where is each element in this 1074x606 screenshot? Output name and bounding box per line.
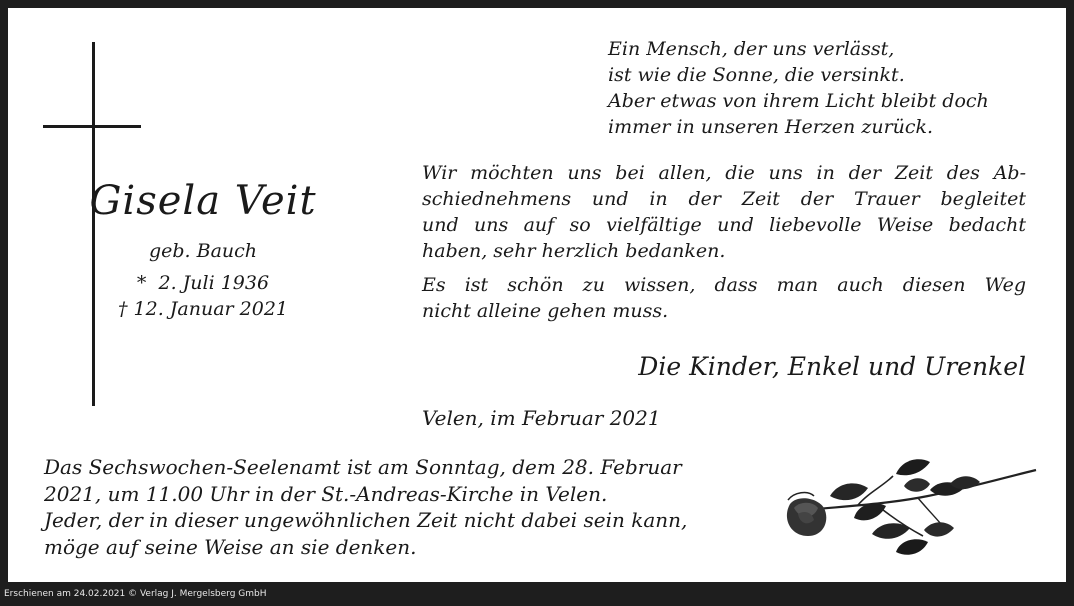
thanks-line: schiednehmens und in der Zeit der Trauer begleitet [422, 188, 1026, 210]
death-date: † 12. Januar 2021 [117, 298, 289, 320]
mass-line: 2021, um 11.00 Uhr in der St.-Andreas-Kirche in Velen. [44, 481, 608, 506]
rose-icon [768, 448, 1038, 563]
thanks-paragraph [422, 160, 1026, 264]
place-date: Velen, im Februar 2021 [422, 406, 661, 430]
cross-icon-bar [43, 125, 141, 128]
thanks-line: und uns auf so vielfältige und liebevolle Weise bedacht [422, 214, 1026, 236]
poem-line: immer in unseren Herzen zurück. [608, 116, 934, 138]
thanks-line: nicht alleine gehen muss. [422, 300, 669, 322]
deceased-name: Gisela Veit [89, 178, 317, 224]
thanks-line: Es ist schön zu wissen, dass man auch diesen Weg [422, 274, 1026, 296]
thanks-line: Wir möchten uns bei allen, die uns in der Zeit des Ab- [422, 162, 1026, 184]
poem-line: Aber etwas von ihrem Licht bleibt doch [608, 90, 989, 112]
thanks-paragraph [422, 272, 1026, 324]
poem [608, 36, 989, 140]
thank-you-text [422, 160, 1026, 324]
mass-notice [44, 454, 687, 560]
cross-icon [92, 42, 95, 406]
mass-line: Das Sechswochen-Seelenamt ist am Sonntag, dem 28. Februar [44, 455, 682, 479]
thanks-line: haben, sehr herzlich bedanken. [422, 240, 726, 262]
birth-date: * 2. Juli 1936 [136, 272, 270, 294]
mass-line: möge auf seine Weise an sie denken. [44, 534, 417, 559]
poem-line: Ein Mensch, der uns verlässt, [608, 38, 895, 60]
mass-line: Jeder, der in dieser ungewöhnlichen Zeit nicht dabei sein kann, [44, 508, 688, 532]
signers: Die Kinder, Enkel und Urenkel [638, 352, 1026, 381]
obituary-card [8, 8, 1066, 582]
publication-footer: Erschienen am 24.02.2021 © Verlag J. Mergelsberg GmbH [4, 589, 267, 599]
poem-line: ist wie die Sonne, die versinkt. [608, 64, 905, 86]
maiden-name: geb. Bauch [148, 240, 258, 262]
